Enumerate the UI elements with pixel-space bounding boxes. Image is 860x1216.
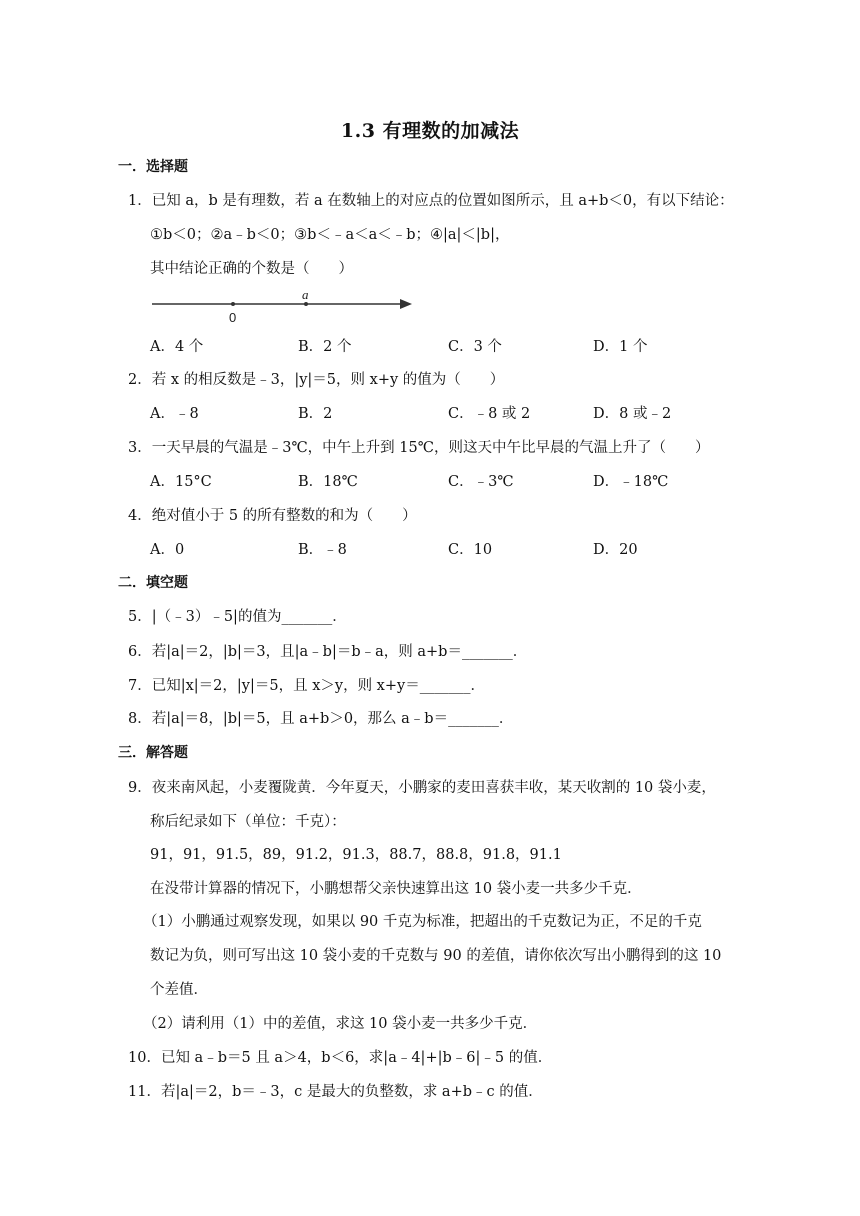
- q1-option-a: A．4 个: [150, 339, 204, 355]
- q4-option-c: C．10: [448, 542, 493, 558]
- q9-line-2: 称后纪录如下（单位：千克）：: [150, 814, 346, 830]
- q5-text: 5．|（﹣3）﹣5|的值为_______．: [128, 609, 347, 625]
- q3-stem: 3．一天早晨的气温是﹣3℃，中午上升到 15℃，则这天中午比早晨的气温上升了（ ）: [128, 440, 710, 456]
- q1-option-d: D．1 个: [593, 339, 648, 355]
- number-line-arrow: [400, 299, 412, 309]
- q9-part-1b: 数记为负，则可写出这 10 袋小麦的千克数与 90 的差值，请你依次写出小鹏得到的这 10: [150, 948, 722, 964]
- q1-option-b: B．2 个: [298, 339, 352, 355]
- section-heading-answer: 三．解答题: [118, 745, 188, 761]
- q2-option-c: C．﹣8 或 2: [448, 406, 531, 422]
- q9-line-1: 9．夜来南风起，小麦覆陇黄．今年夏天，小鹏家的麦田喜获丰收，某天收割的 10 袋小麦，: [128, 780, 716, 796]
- q3-option-b: B．18℃: [298, 474, 358, 490]
- q4-stem: 4．绝对值小于 5 的所有整数的和为（ ）: [128, 508, 417, 524]
- q4-options: [150, 540, 810, 560]
- q9-data: 91，91，91.5，89，91.2，91.3，88.7，88.8，91.8，91.1: [150, 847, 562, 863]
- q9-part-1c: 个差值．: [150, 982, 208, 998]
- q4-option-d: D．20: [593, 542, 638, 558]
- page-title: 1.3 有理数的加减法: [340, 120, 520, 142]
- section-heading-choice: 一．选择题: [118, 159, 188, 175]
- q1-conditions: ①b＜0；②a﹣b＜0；③b＜﹣a＜a＜﹣b；④|a|＜|b|，: [150, 227, 510, 243]
- q10-text: 10．已知 a﹣b＝5 且 a＞4，b＜6，求|a﹣4|+|b﹣6|﹣5 的值．: [128, 1050, 553, 1066]
- q3-option-d: D．﹣18℃: [593, 474, 669, 490]
- number-line-figure: [150, 286, 420, 328]
- zero-label: 0: [229, 310, 237, 325]
- a-point: [304, 302, 308, 306]
- q2-option-a: A．﹣8: [150, 406, 199, 422]
- q4-option-b: B．﹣8: [298, 542, 347, 558]
- q2-option-d: D．8 或﹣2: [593, 406, 672, 422]
- q4-option-a: A．0: [150, 542, 185, 558]
- q3-option-a: A．15°C: [150, 474, 212, 490]
- q6-text: 6．若|a|＝2，|b|＝3，且|a﹣b|＝b﹣a，则 a+b＝_______．: [128, 644, 528, 660]
- q11-text: 11．若|a|＝2，b＝﹣3，c 是最大的负整数，求 a+b﹣c 的值．: [128, 1084, 543, 1100]
- q9-part-1a: （1）小鹏通过观察发现，如果以 90 千克为标准，把超出的千克数记为正，不足的千克: [143, 914, 702, 930]
- zero-point: [231, 302, 235, 306]
- q3-options: [150, 472, 810, 492]
- q8-text: 8．若|a|＝8，|b|＝5，且 a+b＞0，那么 a﹣b＝_______．: [128, 711, 514, 727]
- q9-line-4: 在没带计算器的情况下，小鹏想帮父亲快速算出这 10 袋小麦一共多少千克．: [150, 881, 642, 897]
- q7-text: 7．已知|x|＝2，|y|＝5，且 x＞y，则 x+y＝_______．: [128, 678, 485, 694]
- q1-stem: 1．已知 a，b 是有理数，若 a 在数轴上的对应点的位置如图所示，且 a+b＜0，有以下结论：: [128, 193, 734, 209]
- q2-options: [150, 404, 810, 424]
- q2-stem: 2．若 x 的相反数是﹣3，|y|＝5，则 x+y 的值为（ ）: [128, 372, 505, 388]
- section-heading-fill: 二．填空题: [118, 575, 188, 591]
- q1-option-c: C．3 个: [448, 339, 502, 355]
- q1-question: 其中结论正确的个数是（ ）: [150, 261, 353, 277]
- q2-option-b: B．2: [298, 406, 333, 422]
- q9-part-2: （2）请利用（1）中的差值，求这 10 袋小麦一共多少千克．: [143, 1016, 538, 1032]
- q3-option-c: C．﹣3℃: [448, 474, 514, 490]
- a-label: a: [302, 287, 309, 302]
- q1-options: [150, 337, 810, 357]
